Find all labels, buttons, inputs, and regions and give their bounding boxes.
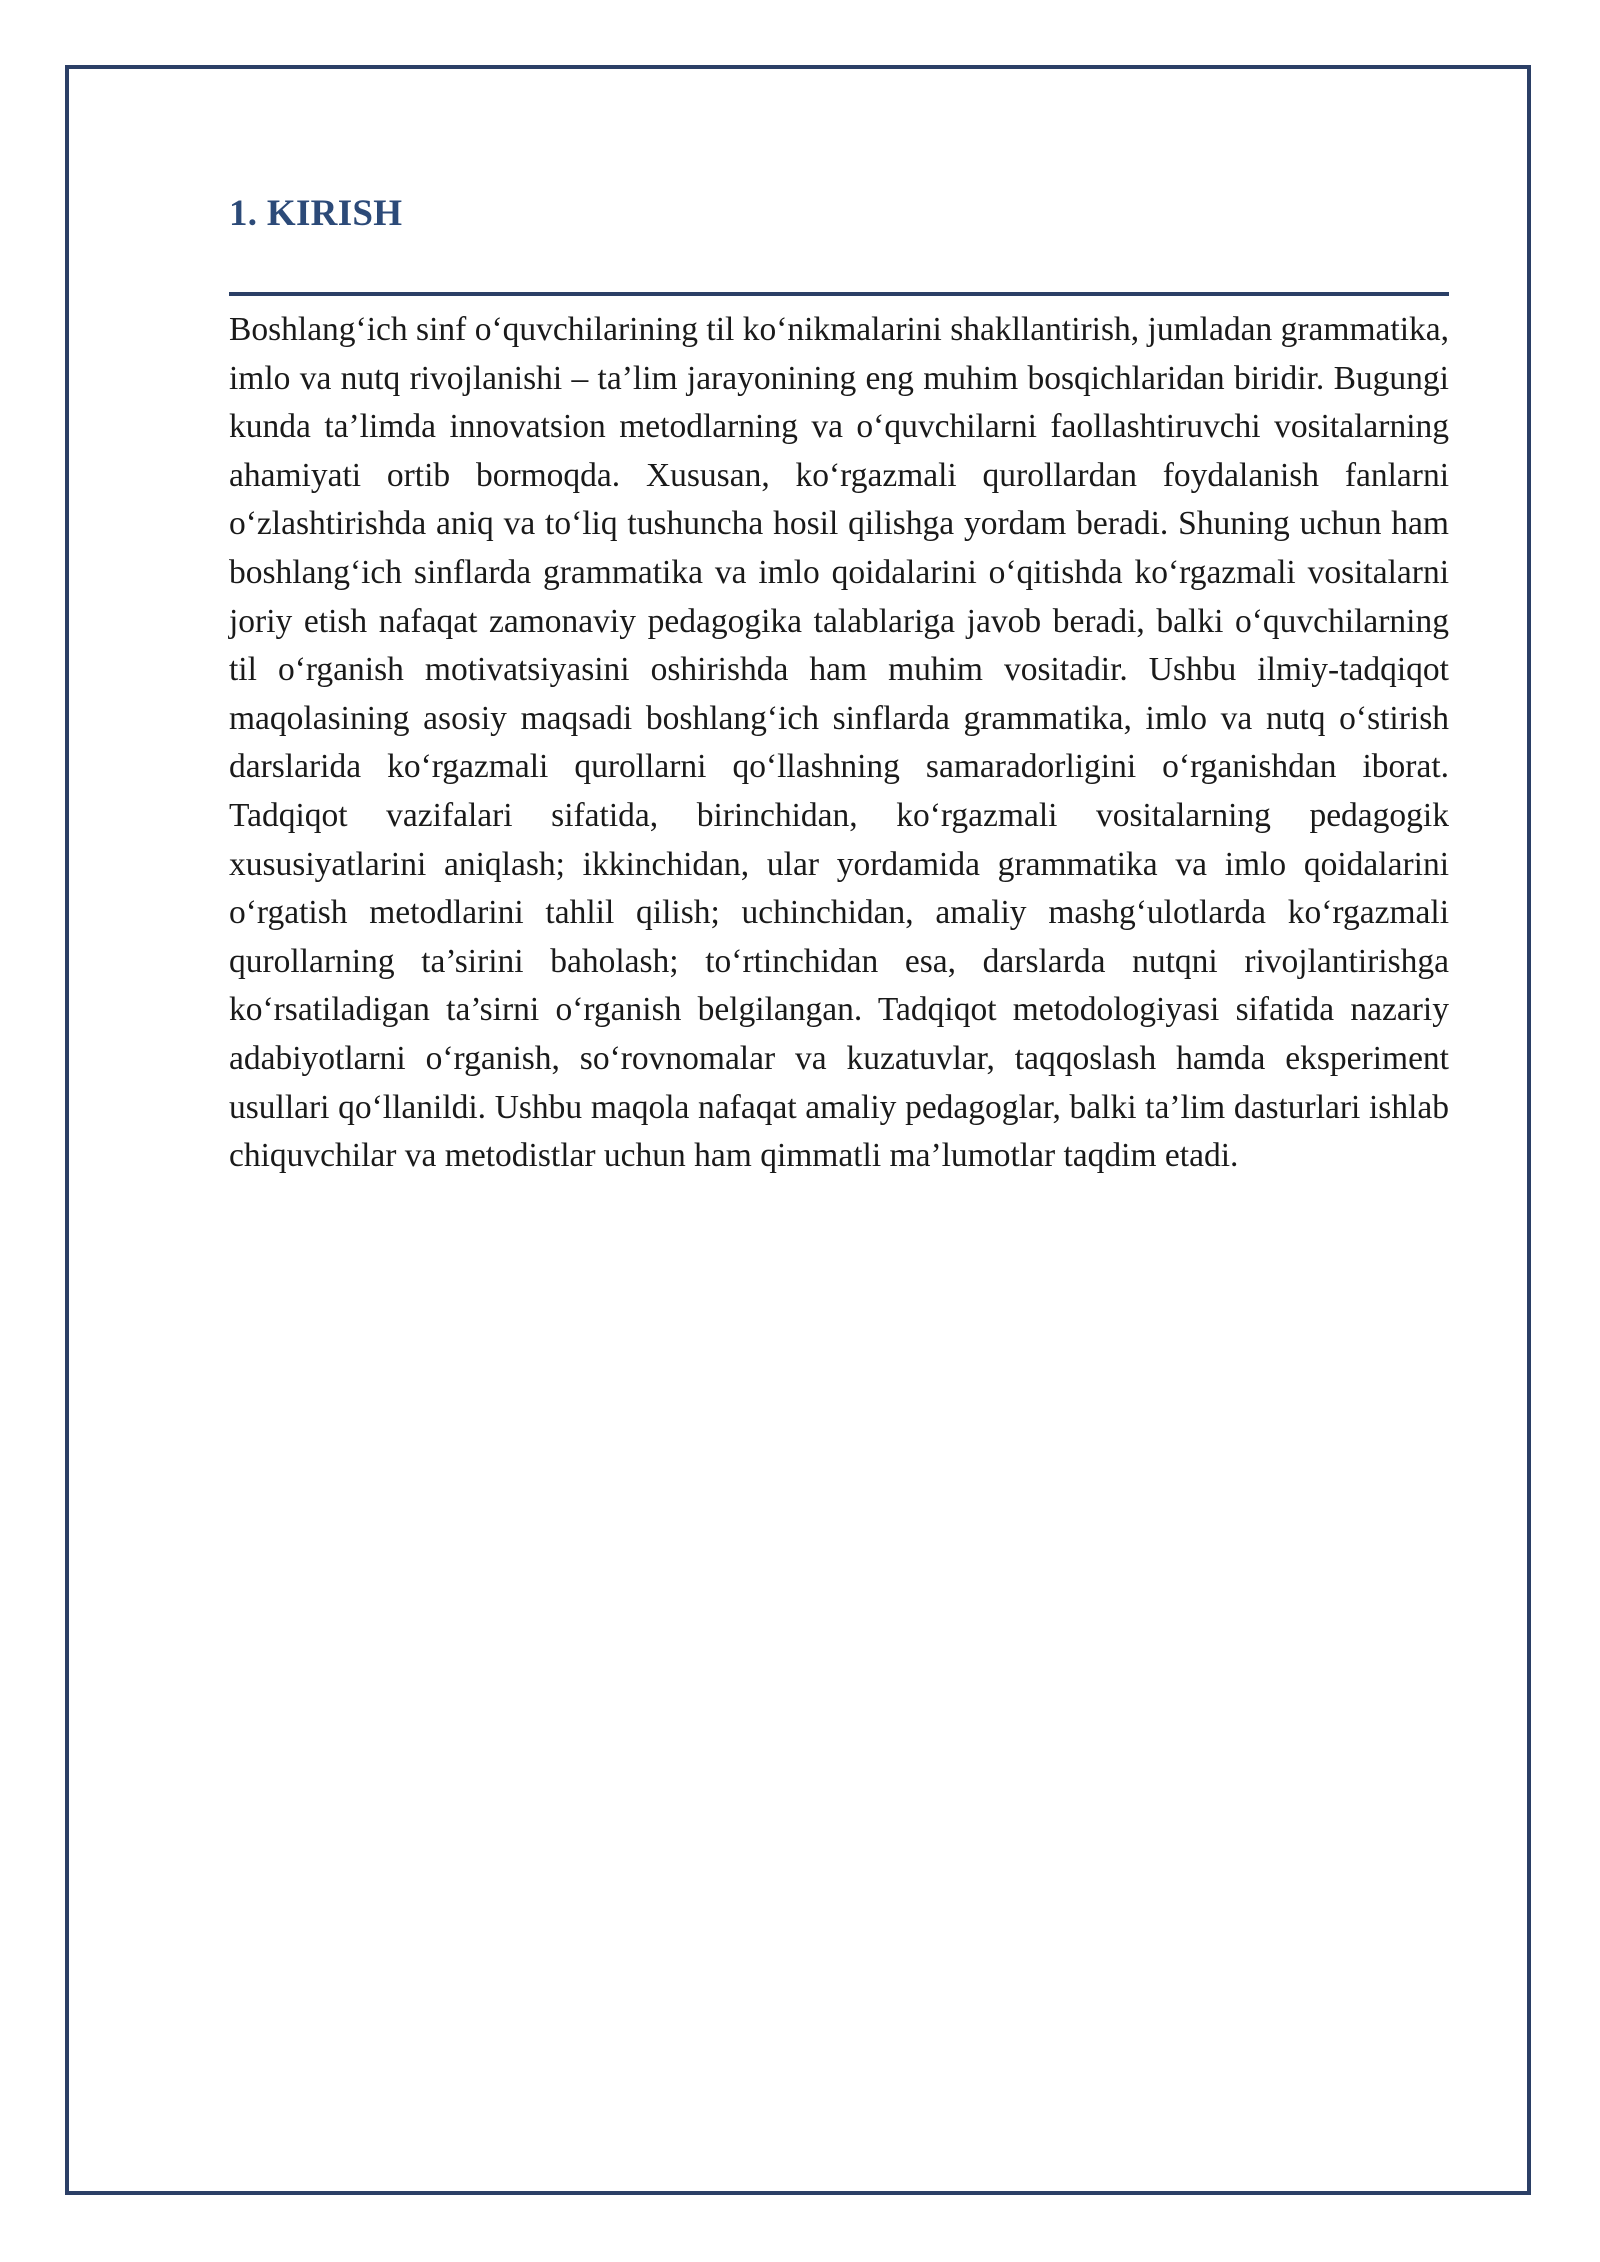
heading-divider xyxy=(229,292,1449,296)
page-content xyxy=(229,186,1449,1181)
section-heading: 1. KIRISH xyxy=(229,193,403,234)
body-paragraph: Boshlang‘ich sinf o‘quvchilarining til ko‘nikmalarini shakllantirish, jumladan grammatika, imlo va nutq rivojlanishi – ta’lim jarayonining eng muhim bosqichlaridan biridir. Bugungi kunda ta’limda innovatsion metodlarning va o‘quvchilarni faollashtiruvchi vositalarning ahamiyati ortib bormoqda. Xususan, ko‘rgazmali qurollardan foydalanish fanlarni o‘zlashtirishda aniq va to‘liq tushuncha hosil qilishga yordam beradi. Shuning uchun ham boshlang‘ich sinflarda grammatika va imlo qoidalarini o‘qitishda ko‘rgazmali vositalarni joriy etish nafaqat zamonaviy pedagogika talablariga javob beradi, balki o‘quvchilarning til o‘rganish motivatsiyasini oshirishda ham muhim vositadir. Ushbu ilmiy-tadqiqot maqolasining asosiy maqsadi boshlang‘ich sinflarda grammatika, imlo va nutq o‘stirish darslarida ko‘rgazmali qurollarni qo‘llashning samaradorligini o‘rganishdan iborat. Tadqiqot vazifalari sifatida, birinchidan, ko‘rgazmali vositalarning pedagogik xususiyatlarini aniqlash; ikkinchidan, ular yordamida grammatika va imlo qoidalarini o‘rgatish metodlarini tahlil qilish; uchinchidan, amaliy mashg‘ulotlarda ko‘rgazmali qurollarning ta’sirini baholash; to‘rtinchidan esa, darslarda nutqni rivojlantirishga ko‘rsatiladigan ta’sirni o‘rganish belgilangan. Tadqiqot metodologiyasi sifatida nazariy adabiyotlarni o‘rganish, so‘rovnomalar va kuzatuvlar, taqqoslash hamda eksperiment usullari qo‘llanildi. Ushbu maqola nafaqat amaliy pedagoglar, balki ta’lim dasturlari ishlab chiquvchilar va metodistlar uchun ham qimmatli ma’lumotlar taqdim etadi. xyxy=(229,311,1449,1175)
